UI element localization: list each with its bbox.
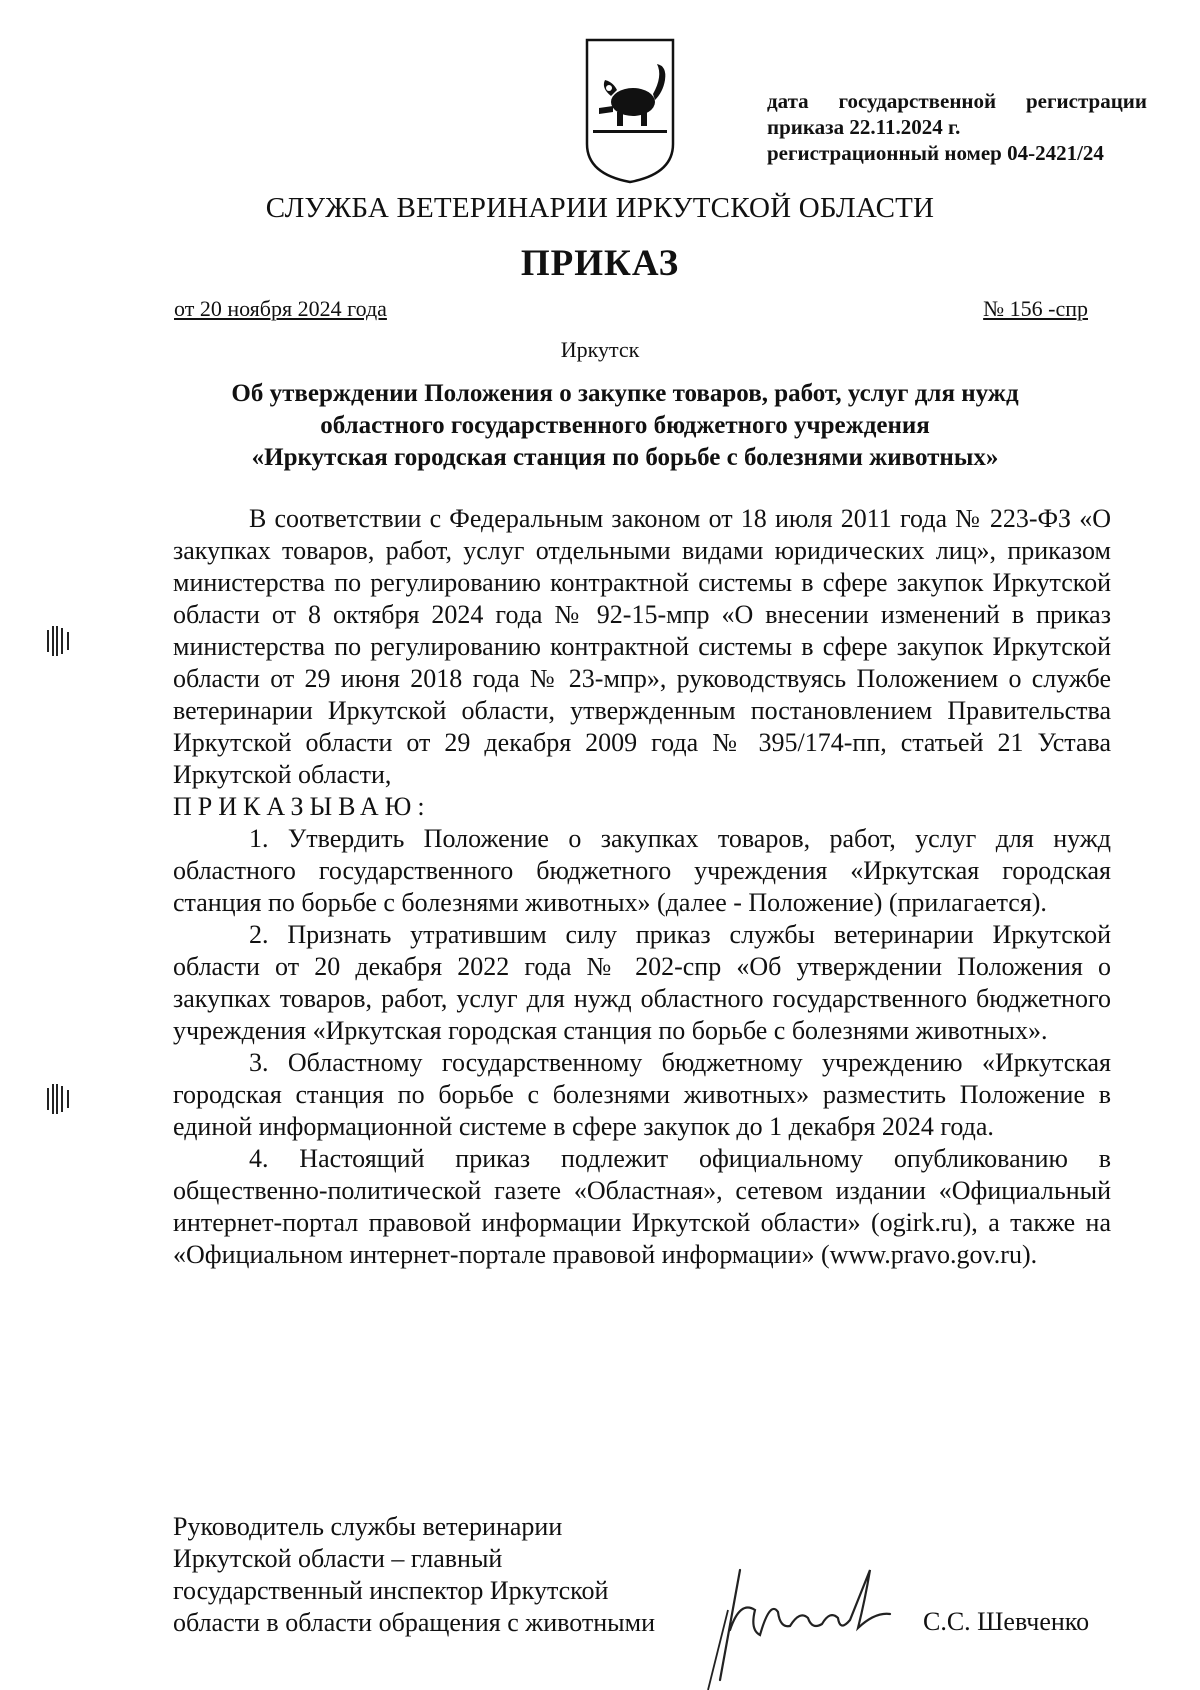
document-type: ПРИКАЗ: [520, 243, 680, 284]
registration-number: регистрационный номер 04-2421/24: [767, 141, 1104, 165]
order-item-3: 3. Областному государственному бюджетному учреждению «Иркутская городская станция по борьбе с болезнями животных» разместить Положение в единой информационной системе в сфере закупок до 1 декабря 2024 года.: [173, 1048, 1111, 1141]
coat-of-arms-icon: [583, 36, 677, 186]
registration-date: приказа 22.11.2024 г.: [767, 115, 961, 139]
subject-line: областного государственного бюджетного учреждения: [320, 412, 930, 439]
signatory-name: С.С. Шевченко: [923, 1607, 1090, 1636]
registration-line1-part1: дата: [767, 89, 809, 113]
subject-line: «Иркутская городская станция по борьбе с болезнями животных»: [251, 444, 999, 471]
order-body: [173, 503, 1111, 1271]
signatory-position-line: области в области обращения с животными: [173, 1608, 656, 1637]
order-item-1: 1. Утвердить Положение о закупках товаров, работ, услуг для нужд областного государственного бюджетного учреждения «Иркутская городская станция по борьбе с болезнями животных» (далее - Положение) (прилагается).: [173, 824, 1111, 917]
barcode-mark-icon: [44, 1082, 74, 1116]
signatory-position-line: государственный инспектор Иркутской: [173, 1576, 609, 1605]
preamble-paragraph: В соответствии с Федеральным законом от 18 июля 2011 года № 223-ФЗ «О закупках товаров, работ, услуг отдельными видами юридических лиц», приказом министерства по регулированию контрактной системы в сфере закупок Иркутской области от 8 октября 2024 года № 92-15-мпр «О внесении изменений в приказ министерства по регулированию контрактной системы в сфере закупок Иркутской области от 29 июня 2018 года № 23-мпр», руководствуясь Положением о службе ветеринарии Иркутской области, утвержденным постановлением Правительства Иркутской области от 29 декабря 2009 года № 395/174-пп, статьей 21 Устава Иркутской области,: [173, 504, 1111, 789]
order-item-2: 2. Признать утратившим силу приказ службы ветеринарии Иркутской области от 20 декабря 2022 года № 202-спр «Об утверждении Положения о закупках товаров, работ, услуг для нужд областного государственного бюджетного учреждения «Иркутская городская станция по борьбе с болезнями животных».: [173, 920, 1111, 1045]
signatory-position: [173, 1511, 655, 1639]
order-subject: [160, 378, 1090, 474]
signatory-position-line: Руководитель службы ветеринарии: [173, 1512, 563, 1541]
agency-title: СЛУЖБА ВЕТЕРИНАРИИ ИРКУТСКОЙ ОБЛАСТИ: [265, 192, 935, 224]
registration-block: [767, 88, 1147, 166]
order-word: ПРИКАЗЫВАЮ:: [173, 792, 431, 821]
signatory-position-line: Иркутской области – главный: [173, 1544, 503, 1573]
barcode-mark-icon: [44, 624, 74, 658]
order-number: № 156 -спр: [983, 296, 1088, 321]
order-item-4: 4. Настоящий приказ подлежит официальному опубликованию в общественно-политической газете «Областная», сетевом издании «Официальный интернет-портал правовой информации Иркутской области» (ogirk.ru), а также на «Официальном интернет-портале правовой информации» (www.pravo.gov.ru).: [173, 1144, 1111, 1269]
order-date: от 20 ноября 2024 года: [174, 296, 387, 321]
handwritten-signature-icon: [700, 1540, 910, 1690]
registration-line1-part3: регистрации: [1025, 89, 1147, 113]
city: Иркутск: [560, 337, 640, 362]
registration-line1-part2: государственной: [838, 89, 997, 113]
subject-line: Об утверждении Положения о закупке товаров, работ, услуг для нужд: [231, 380, 1019, 407]
